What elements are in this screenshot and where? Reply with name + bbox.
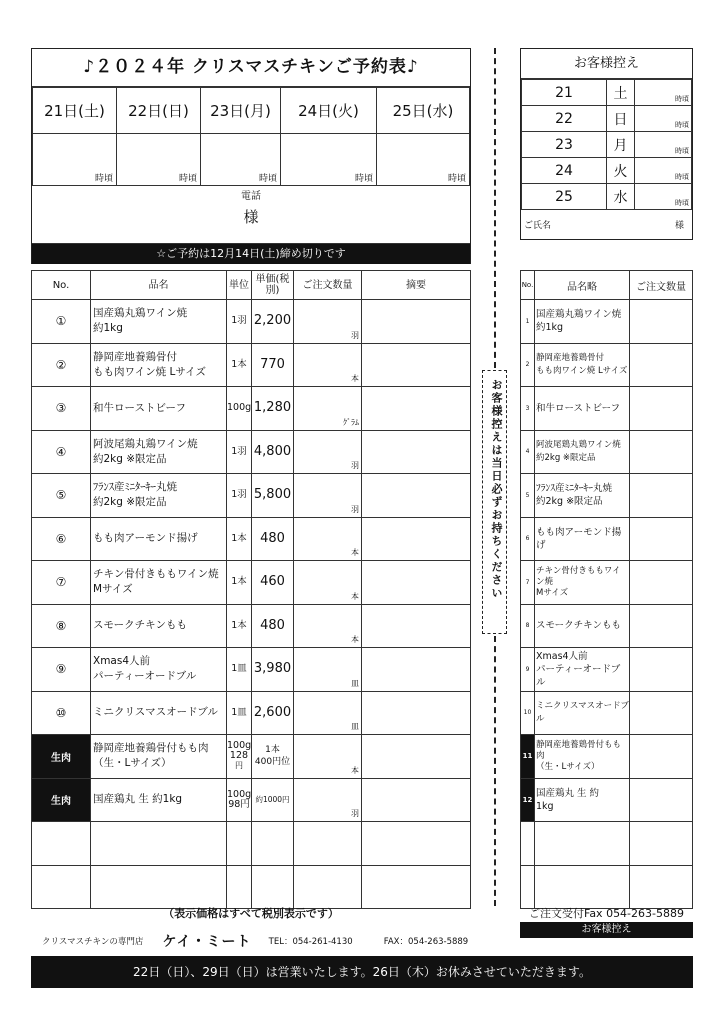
day-of-week: 月 [607, 132, 635, 158]
empty-cell[interactable] [362, 865, 471, 909]
order-form-header [31, 48, 471, 264]
item-name [91, 430, 227, 474]
shop-tel: TEL：054-261-4130 [268, 936, 353, 947]
item-price: 3,980 [252, 648, 294, 692]
item-name-line: 阿波尾鶏丸鶏ワイン焼 [93, 437, 198, 450]
table-row-empty [32, 865, 471, 909]
time-field[interactable]: 時頃 [281, 134, 377, 186]
item-name-line: スモークチキンもも [93, 619, 187, 632]
price-line: 400円位 [254, 757, 291, 768]
item-price: 2,200 [252, 300, 294, 344]
item-name [535, 691, 630, 735]
unit-line: 128 [229, 750, 249, 762]
table-row [521, 517, 693, 561]
item-name-line: 国産鶏丸 生 約1kg [93, 793, 183, 806]
item-no: ① [32, 300, 91, 344]
item-unit: 1羽 [227, 474, 252, 518]
table-row [32, 343, 471, 387]
item-no: 8 [521, 604, 535, 648]
order-table [31, 270, 471, 909]
item-name-line: 国産鶏丸鶏ワイン焼 [536, 309, 622, 321]
customer-stub-title: お客様控え [521, 49, 692, 79]
item-name-line: 約2kg ※限定品 [536, 496, 603, 508]
item-no: ② [32, 343, 91, 387]
day-of-week: 土 [607, 80, 635, 106]
item-no: ⑦ [32, 561, 91, 605]
stub-table-header [521, 271, 693, 300]
item-no: ⑤ [32, 474, 91, 518]
item-price: 480 [252, 604, 294, 648]
empty-cell[interactable] [362, 822, 471, 866]
item-no: 12 [521, 778, 535, 822]
item-name [91, 474, 227, 518]
item-no: ③ [32, 387, 91, 431]
col-no: No. [521, 271, 535, 300]
item-price: 480 [252, 517, 294, 561]
item-name [535, 778, 630, 822]
item-no: 3 [521, 387, 535, 431]
table-row-empty [521, 865, 693, 909]
item-no: ⑩ [32, 691, 91, 735]
item-name-line: 静岡産地養鶏骨付もも肉 [93, 742, 209, 755]
qty-field[interactable] [630, 735, 693, 779]
cut-line [494, 48, 496, 368]
empty-cell[interactable] [630, 822, 693, 866]
sama-label: 様 [243, 208, 259, 226]
day-of-week: 日 [607, 106, 635, 132]
item-no: 6 [521, 517, 535, 561]
item-name-line: 約2kg ※限定品 [93, 452, 167, 465]
item-name [535, 735, 630, 779]
qty-field[interactable] [630, 691, 693, 735]
unit-line: 98円 [228, 798, 250, 810]
customer-date-row [522, 80, 692, 106]
table-row [521, 343, 693, 387]
empty-cell[interactable] [32, 822, 91, 866]
note-field[interactable] [362, 648, 471, 692]
day-header: 21日(土) [33, 88, 117, 134]
day-number: 24 [522, 158, 607, 184]
item-unit: 1本 [227, 343, 252, 387]
time-field[interactable]: 時頃 [117, 134, 201, 186]
customer-date-row [522, 106, 692, 132]
table-row-empty [32, 822, 471, 866]
qty-field[interactable]: 羽 [294, 430, 362, 474]
table-row [521, 387, 693, 431]
sama-label: 様 [674, 221, 684, 231]
qty-field[interactable]: 羽 [294, 778, 362, 822]
table-row [32, 474, 471, 518]
item-name-line: 静岡産地養鶏骨付 [536, 352, 605, 363]
qty-field[interactable] [630, 343, 693, 387]
item-no: 4 [521, 430, 535, 474]
table-row [521, 300, 693, 344]
item-name-line: ミニクリスマスオードブル [93, 706, 218, 719]
table-row [521, 561, 693, 605]
item-no: ⑨ [32, 648, 91, 692]
vertical-note-box [482, 370, 507, 634]
item-name-line: Mサイズ [93, 583, 133, 596]
col-unit: 単位 [227, 271, 252, 300]
item-name-line: チキン骨付きももワイン焼 [93, 568, 219, 581]
empty-cell[interactable] [294, 822, 362, 866]
qty-field[interactable]: 皿 [294, 691, 362, 735]
qty-field[interactable]: 本 [294, 561, 362, 605]
qty-field[interactable] [630, 387, 693, 431]
day-of-week: 火 [607, 158, 635, 184]
bring-stub-note: お客様控えは当日必ずお持ちください [490, 379, 503, 600]
item-name-line: 国産鶏丸鶏ワイン焼 [93, 307, 188, 320]
shop-info [42, 930, 512, 952]
note-field[interactable] [362, 604, 471, 648]
item-no: ④ [32, 430, 91, 474]
item-name-line: 阿波尾鶏丸鶏ワイン焼 [536, 439, 621, 450]
customer-stub-footer: お客様控え [520, 922, 693, 938]
item-name-line: 約1kg [93, 322, 123, 335]
qty-field[interactable] [630, 474, 693, 518]
item-name-line: ﾌﾗﾝｽ産ﾐﾆﾀｰｷｰ丸焼 [93, 481, 177, 494]
note-field[interactable] [362, 300, 471, 344]
item-name [91, 648, 227, 692]
item-name [91, 691, 227, 735]
time-field[interactable]: 時頃 [635, 184, 692, 210]
cut-line [494, 636, 496, 906]
item-name-line: もも肉ワイン焼 Lサイズ [93, 365, 207, 378]
table-row [32, 387, 471, 431]
day-number: 25 [522, 184, 607, 210]
shop-fax: FAX：054-263-5889 [383, 936, 469, 947]
day-of-week: 水 [607, 184, 635, 210]
shop-name: ケイ・ミート [162, 933, 252, 950]
table-row [32, 648, 471, 692]
item-price: 2,600 [252, 691, 294, 735]
qty-field[interactable]: 羽 [294, 300, 362, 344]
item-no: 2 [521, 343, 535, 387]
qty-field[interactable]: 本 [294, 343, 362, 387]
col-price: 単価(税別) [252, 271, 294, 300]
day-header: 22日(日) [117, 88, 201, 134]
col-note: 摘要 [362, 271, 471, 300]
item-name [91, 604, 227, 648]
table-row [32, 430, 471, 474]
item-name [535, 517, 630, 561]
item-name-line: （生・Lサイズ） [536, 761, 600, 772]
item-name [535, 343, 630, 387]
unit-line: 100g [227, 740, 252, 752]
phone-label: 電話 [241, 191, 261, 202]
day-header: 24日(火) [281, 88, 377, 134]
empty-cell[interactable] [91, 865, 227, 909]
item-name-line: 和牛ローストビーフ [93, 401, 187, 414]
item-name-line: 1kg [536, 800, 554, 812]
item-name-line: 静岡産地養鶏骨付 [93, 350, 177, 363]
item-unit [227, 778, 252, 822]
qty-field[interactable] [630, 430, 693, 474]
time-field[interactable]: 時頃 [201, 134, 281, 186]
qty-field[interactable] [630, 778, 693, 822]
empty-cell[interactable] [32, 865, 91, 909]
unit-line: 100g [227, 788, 252, 800]
customer-name-phone-field[interactable] [32, 186, 470, 244]
note-field[interactable] [362, 474, 471, 518]
item-unit: 1本 [227, 517, 252, 561]
customer-date-table [521, 79, 692, 210]
table-row-empty [521, 822, 693, 866]
item-name [91, 561, 227, 605]
item-price: 460 [252, 561, 294, 605]
item-unit [227, 735, 252, 779]
note-field[interactable] [362, 561, 471, 605]
day-header: 23日(月) [201, 88, 281, 134]
note-field[interactable] [362, 430, 471, 474]
order-fax-number: ご注文受付Fax 054-263-5889 [529, 907, 684, 920]
empty-cell[interactable] [535, 822, 630, 866]
item-name-line: （生・Lサイズ） [93, 757, 172, 770]
empty-cell[interactable] [521, 865, 535, 909]
time-field[interactable]: 時頃 [377, 134, 470, 186]
item-no: 10 [521, 691, 535, 735]
item-name-line: 約1kg [536, 322, 564, 334]
item-name [91, 735, 227, 779]
page-title: ♪２０２４年 クリスマスチキンご予約表♪ [32, 49, 470, 87]
shop-type: クリスマスチキンの専門店 [42, 936, 144, 947]
item-price [252, 735, 294, 779]
table-row [521, 648, 693, 692]
empty-cell[interactable] [227, 822, 252, 866]
table-row [32, 735, 471, 779]
item-name-line: もも肉アーモンド揚げ [93, 532, 198, 545]
customer-name-field[interactable] [521, 210, 692, 238]
item-name-line: Xmas4人前 [93, 655, 151, 668]
time-field[interactable]: 時頃 [635, 106, 692, 132]
qty-field[interactable]: ｸﾞﾗﾑ [294, 387, 362, 431]
pickup-date-table [32, 87, 470, 186]
item-name [91, 343, 227, 387]
customer-date-row [522, 158, 692, 184]
customer-date-row [522, 184, 692, 210]
item-name-line: ﾌﾗﾝｽ産ﾐﾆﾀｰｷｰ丸焼 [536, 483, 613, 495]
day-header: 25日(水) [377, 88, 470, 134]
order-table-header [32, 271, 471, 300]
col-qty: ご注文数量 [294, 271, 362, 300]
table-row [521, 474, 693, 518]
customer-stub-header [520, 48, 693, 240]
note-field[interactable] [362, 387, 471, 431]
item-name-line: もも肉アーモンド揚げ [536, 526, 622, 551]
item-name-line: チキン骨付きももワイン焼 [536, 565, 621, 587]
day-number: 21 [522, 80, 607, 106]
item-name-line: 約2kg ※限定品 [536, 452, 596, 463]
qty-field[interactable]: 本 [294, 735, 362, 779]
day-number: 23 [522, 132, 607, 158]
item-unit: 1皿 [227, 648, 252, 692]
raw-meat-badge: 生肉 [32, 778, 91, 822]
customer-date-row [522, 132, 692, 158]
qty-field[interactable] [630, 604, 693, 648]
item-name-line: スモークチキンもも [536, 620, 622, 632]
item-name [91, 517, 227, 561]
item-price: 1,280 [252, 387, 294, 431]
empty-cell[interactable] [252, 822, 294, 866]
customer-stub-table [520, 270, 693, 909]
item-unit: 1皿 [227, 691, 252, 735]
qty-field[interactable]: 羽 [294, 474, 362, 518]
table-row [521, 691, 693, 735]
item-name [91, 300, 227, 344]
empty-cell[interactable] [91, 822, 227, 866]
item-no: 5 [521, 474, 535, 518]
empty-cell[interactable] [535, 865, 630, 909]
col-name: 品名 [91, 271, 227, 300]
empty-cell[interactable] [294, 865, 362, 909]
item-name-line: 約2kg ※限定品 [93, 496, 167, 509]
time-field[interactable]: 時頃 [635, 80, 692, 106]
note-field[interactable] [362, 691, 471, 735]
table-row [521, 778, 693, 822]
qty-field[interactable]: 皿 [294, 648, 362, 692]
item-price: 770 [252, 343, 294, 387]
item-no: 1 [521, 300, 535, 344]
deadline-banner: ☆ご予約は12月14日(土)締め切りです [32, 244, 470, 264]
table-row [521, 735, 693, 779]
item-name [535, 387, 630, 431]
item-unit: 1羽 [227, 430, 252, 474]
time-field[interactable]: 時頃 [33, 134, 117, 186]
table-row [32, 517, 471, 561]
item-name-line: 和牛ローストビーフ [536, 402, 621, 414]
item-no: 9 [521, 648, 535, 692]
item-unit: 100g [227, 387, 252, 431]
unit-line: 円 [235, 761, 243, 771]
table-row [32, 778, 471, 822]
raw-meat-badge: 生肉 [32, 735, 91, 779]
price-line: 1本 [265, 745, 280, 756]
item-name-line: Mサイズ [536, 587, 569, 598]
item-name-line: パーティーオードブル [93, 670, 197, 683]
item-name [535, 561, 630, 605]
item-name [91, 778, 227, 822]
item-name-line: 静岡産地養鶏骨付もも肉 [536, 739, 622, 761]
time-field[interactable]: 時頃 [635, 158, 692, 184]
empty-cell[interactable] [521, 822, 535, 866]
table-row [32, 300, 471, 344]
note-field[interactable] [362, 778, 471, 822]
business-days-notice: 22日（日）、29日（日）は営業いたします。26日（木）お休みさせていただきます。 [31, 956, 693, 988]
item-name-line: パーティーオードブル [536, 663, 621, 688]
item-price: 5,800 [252, 474, 294, 518]
qty-field[interactable] [630, 517, 693, 561]
item-name [535, 648, 630, 692]
item-name [535, 474, 630, 518]
table-row [32, 604, 471, 648]
day-number: 22 [522, 106, 607, 132]
table-row [32, 691, 471, 735]
item-name-line: Xmas4人前 [536, 650, 588, 662]
item-no: ⑧ [32, 604, 91, 648]
item-unit: 1羽 [227, 300, 252, 344]
empty-cell[interactable] [227, 865, 252, 909]
col-qty: ご注文数量 [630, 271, 693, 300]
tax-note: （表示価格はすべて税別表示です） [163, 907, 339, 920]
col-name-short: 品名略 [535, 271, 630, 300]
table-row [521, 604, 693, 648]
item-name [91, 387, 227, 431]
item-no: ⑥ [32, 517, 91, 561]
note-field[interactable] [362, 735, 471, 779]
item-name-line: もも肉ワイン焼 Lサイズ [536, 365, 628, 376]
time-field[interactable]: 時頃 [635, 132, 692, 158]
qty-field[interactable]: 本 [294, 517, 362, 561]
item-name [535, 300, 630, 344]
item-unit: 1本 [227, 604, 252, 648]
table-row [521, 430, 693, 474]
empty-cell[interactable] [252, 865, 294, 909]
item-price: 4,800 [252, 430, 294, 474]
col-no: No. [32, 271, 91, 300]
item-name [535, 604, 630, 648]
qty-field[interactable] [630, 561, 693, 605]
note-field[interactable] [362, 517, 471, 561]
qty-field[interactable]: 本 [294, 604, 362, 648]
note-field[interactable] [362, 343, 471, 387]
item-no: 7 [521, 561, 535, 605]
empty-cell[interactable] [630, 865, 693, 909]
item-name-line: 国産鶏丸 生 約 [536, 787, 600, 799]
table-row [32, 561, 471, 605]
item-no: 11 [521, 735, 535, 779]
qty-field[interactable] [630, 300, 693, 344]
item-name-line: ミニクリスマスオードブル [536, 700, 629, 724]
qty-field[interactable] [630, 648, 693, 692]
item-unit: 1本 [227, 561, 252, 605]
name-label: ご氏名 [524, 221, 552, 231]
item-name [535, 430, 630, 474]
item-price: 約1000円 [252, 778, 294, 822]
